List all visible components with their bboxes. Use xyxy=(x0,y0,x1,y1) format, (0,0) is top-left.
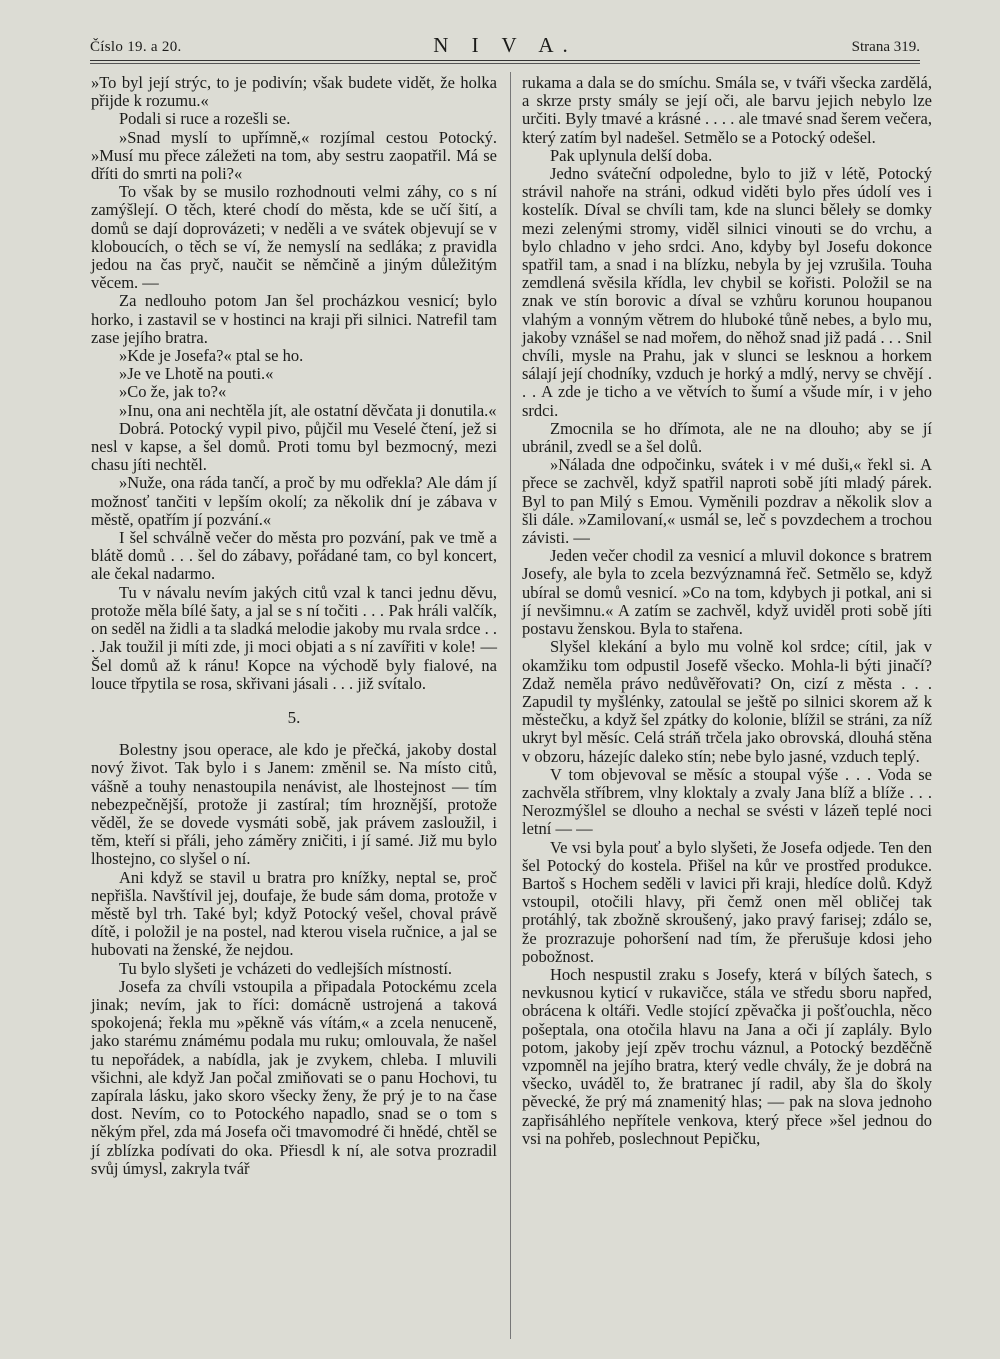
paragraph: Ve vsi byla pouť a bylo slyšeti, že Josefa odjede. Ten den šel Potocký do kostela. Přišel na kůr ve prostřed produkce. Bartoš s Hochem seděli v lavici při kraji, hledíce dolů. Když vstoupil, otočili hlavy, při čemž onen měl obličej tak protáhlý, tak zbožně skroušený, jako pravý farisej; zdálo se, že prozrazuje pohoršení nad tím, že přerušuje kdosi jeho pobožnost. xyxy=(522,837,932,966)
paragraph: rukama a dala se do smíchu. Smála se, v tváři všecka zardělá, a skrze prsty smály se její oči, ale barvu jejich nebylo lze určiti. Byly tmavé a krásné . . . . ale tmavé snad šerem večera, který zatím byl nadešel. Setmělo se a Potocký odešel. xyxy=(522,73,932,147)
right-column xyxy=(522,74,932,1345)
paragraph: »Snad myslí to upřímně,« rozjímal cestou Potocký. »Musí mu přece záležeti na tom, aby sestru zaopatřil. Má se dříti do smrti na poli?« xyxy=(91,127,497,184)
paragraph: »Co že, jak to?« xyxy=(119,382,227,402)
paragraph: »Inu, ona ani nechtěla jít, ale ostatní děvčata ji donutila.« xyxy=(119,400,497,420)
section-number: 5. xyxy=(287,707,301,727)
issue-number: Číslo 19. a 20. xyxy=(90,39,182,55)
paragraph: Dobrá. Potocký vypil pivo, půjčil mu Veselé čtení, jež si nesl v kapse, a šel domů. Proti tomu byl bezmocný, mezi chasu jíti nechtěl. xyxy=(91,418,497,475)
left-column xyxy=(91,74,497,1345)
paragraph: Pak uplynula delší doba. xyxy=(550,145,713,165)
paragraph: »To byl její strýc, to je podivín; však budete vidět, že holka přijde k rozumu.« xyxy=(91,73,497,111)
paragraph: I šel schválně večer do města pro pozvání, pak ve tmě a blátě domů . . . šel do zábavy, pořádané tam, co byl koncert, ale čekal nadarmo. xyxy=(91,528,497,584)
paragraph: Zmocnila se ho dřímota, ale ne na dlouho; aby se jí ubránil, zvedl se a šel dolů. xyxy=(522,418,932,457)
paragraph: Jeden večer chodil za vesnicí a mluvil dokonce s bratrem Josefy, ale byla to zcela bezvýznamná řeč. Setmělo se, když ubíral se domů vesnicí. »Co na tom, kdybych ji potkal, ani si jí nevšimnu.« A zatím se zachvěl, když uviděl proti sobě jíti postavu ženskou. Byla to stařena. xyxy=(522,546,932,639)
paragraph: Bolestny jsou operace, ale kdo je přečká, jakoby dostal nový život. Tak bylo i s Janem: změnil se. Na místo citů, vášně a touhy nenastoupila nenávist, ale lhostejnost — tím nebezpečnější, protože ji zastíral; tím hroznější, protože věděl, že se dovede vysmáti sobě, jak právem zasloužil, i těm, kteří si přáli, jeho záměry zničiti, i jí samé. Již mu bylo lhostejno, co slyšel o ní. xyxy=(91,740,497,869)
paragraph: Podali si ruce a rozešli se. xyxy=(119,109,291,129)
paragraph: Tu bylo slyšeti je vcházeti do vedlejších místností. xyxy=(119,958,453,978)
magazine-title: N I V A. xyxy=(433,33,577,57)
paragraph: »Kde je Josefa?« ptal se ho. xyxy=(119,346,304,366)
paragraph: Tu v návalu nevím jakých citů vzal k tanci jednu děvu, protože měla bílé šaty, a jal se s ní točiti . . . Pak hráli valčík, on seděl na židli a ta sladká melodie jakoby mu rvala srdce . . . Jak toužil ji míti zde, ji moci objati a s ní zavířiti v kole! — Šel domů až k ránu! Kopce na východě byly fialové, na louce třpytila se rosa, skřivani jásali . . . již svítalo. xyxy=(91,582,497,693)
paragraph: »Je ve Lhotě na pouti.« xyxy=(119,364,274,384)
paragraph: »Nálada dne odpočinku, svátek i v mé duši,« řekl si. A přece se zachvěl, když spatřil naproti sobě jíti mladý párek. Byl to pan Milý s Emou. Vyměnili pozdrav a několik slov a šli dále. »Zamilovaní,« usmál se, leč s povzdechem a trochou závisti. — xyxy=(522,455,932,548)
page-header xyxy=(90,30,920,61)
paragraph: Za nedlouho potom Jan šel procházkou vesnicí; bylo horko, i zastavil se v hostinci na kraji při silnici. Natrefil tam zase jejího bratra. xyxy=(91,291,497,347)
paragraph: Slyšel klekání a bylo mu volně kol srdce; cítil, jak v okamžiku tom odpustil Josefě všecko. Mohla-li býti jinačí? Zdaž neměla právo nedůvěřovati? On, cizí z města . . . Zapudil ty myšlénky, zatoulal se ještě po silnici skorem až k městečku, a když šel zpátky do kolonie, blížil se stráni, za níž ukryt byl měsíc. Celá stráň trčela jako obrovská, dlouhá stěna v obzoru, házejíc daleko stín; nebe bylo jasné, vzduch teplý. xyxy=(522,637,932,766)
paragraph: To však by se musilo rozhodnouti velmi záhy, co s ní zamýšlejí. O těch, které chodí do města, kde se učí šití, a domů se dají doprovázeti; v neděli a ve svátek objevují se v kloboucích, o těch se ví, že nemyslí na sedláka; z pravidla jedou na čas pryč, naučit se němčině a jiným důležitým věcem. — xyxy=(91,182,497,293)
paragraph: Hoch nespustil zraku s Josefy, která v bílých šatech, s nevkusnou kyticí v rukavičce, stála ve středu sboru napřed, obrácena k oltáři. Vedle stojící zpěvačka ji pošťouchla, něco pošeptala, ona otočila hlavu na Jana a oči jí zaplály. Bylo potom, jakoby její zpěv trochu váznul, a Potocký bezděčně vzpomněl na jejího bratra, který vedle chvály, že je dobrá na všecko, uváděl to, že bratranec jí radil, aby šla do školy pěvecké, že prý má znamenitý hlas; — pak na slova jednoho zapřisáhlého nepřítele venkova, který přece »šel jednou do vsi na pohřeb, poslechnout Pepičku, xyxy=(522,964,932,1148)
page-number: Strana 319. xyxy=(851,39,920,55)
paragraph: Ani když se stavil u bratra pro knížky, neptal se, proč nepřišla. Navštívil jej, doufaje, že bude sám doma, protože v městě byl trh. Také byl; když Potocký vešel, choval právě dítě, i položil je na postel, nad kterou visela ručnice, a jal se hubovati na ženské, že nejdou. xyxy=(91,867,497,960)
paragraph: »Nuže, ona ráda tančí, a proč by mu odřekla? Ale dám jí možnosť tančiti v lepším okolí; za několik dní je zábava v městě, opatřím jí pozvání.« xyxy=(91,473,497,529)
paragraph: Josefa za chvíli vstoupila a připadala Potockému zcela jinak; nevím, jak to říci: domácně ustrojená a taková spokojená; řekla mu »pěkně vás vítám,« a zcela nenuceně, jako starému známému podala mu ruku; omlouvala, že našel tu nepořádek, a nabídla, jak je zvykem, chleba. I mluvili všichni, ale když Jan počal zmiňovati se o panu Hochovi, tu zapírala lásku, jako skoro všecky ženy, že prý je to na čase dost. Nevím, co to Potockého napadlo, snad se o tom s někým přel, zda má Josefa oči tmavomodré či hnědé, chtěl se jí zblízka podívati do oka. Přiesdl k ní, ale sotva prozradil svůj úmysl, zakryla tvář xyxy=(91,976,497,1178)
paragraph: Jedno sváteční odpoledne, bylo to již v létě, Potocký strávil nahoře na stráni, odkud viděti bylo přes údolí ves i kostelík. Díval se chvíli tam, kde na slunci běleły se domky mezi zelenými stromy, viděl silnici vinouti se do vrchu, a bylo chladno v jeho srdci. Ano, kdyby byl Josefu dokonce spatřil tam, a snad i na blízku, nebyla by jej vzrušila. Touha zemdlená svěsila křídla, lev chybil se kořisti. Položil se na znak ve stín borovic a díval se vzhůru korunou houpanou vlahým a vonným větrem do hluboké tůně nebes, a bylo mu, jakoby vznášel se nad mořem, do něhož snad již padá . . . Snil chvíli, mysle na Prahu, jak v slunci se lesknou a horkem sálají její chodníky, vzduch je horký a mdlý, nervy se chvějí . . . A zde je ticho a ve větvích to šumí a všude mír, i v jeho srdci. xyxy=(522,164,932,420)
paragraph: V tom objevoval se měsíc a stoupal výše . . . Voda se zachvěla stříbrem, vlny kloktaly a zvaly Jana blíž a blíže . . . Nerozmýšlel se dlouho a nechal se svésti v lázeň teplé noci letní — — xyxy=(522,764,932,839)
header-rule xyxy=(90,63,920,64)
column-divider xyxy=(510,72,511,1339)
